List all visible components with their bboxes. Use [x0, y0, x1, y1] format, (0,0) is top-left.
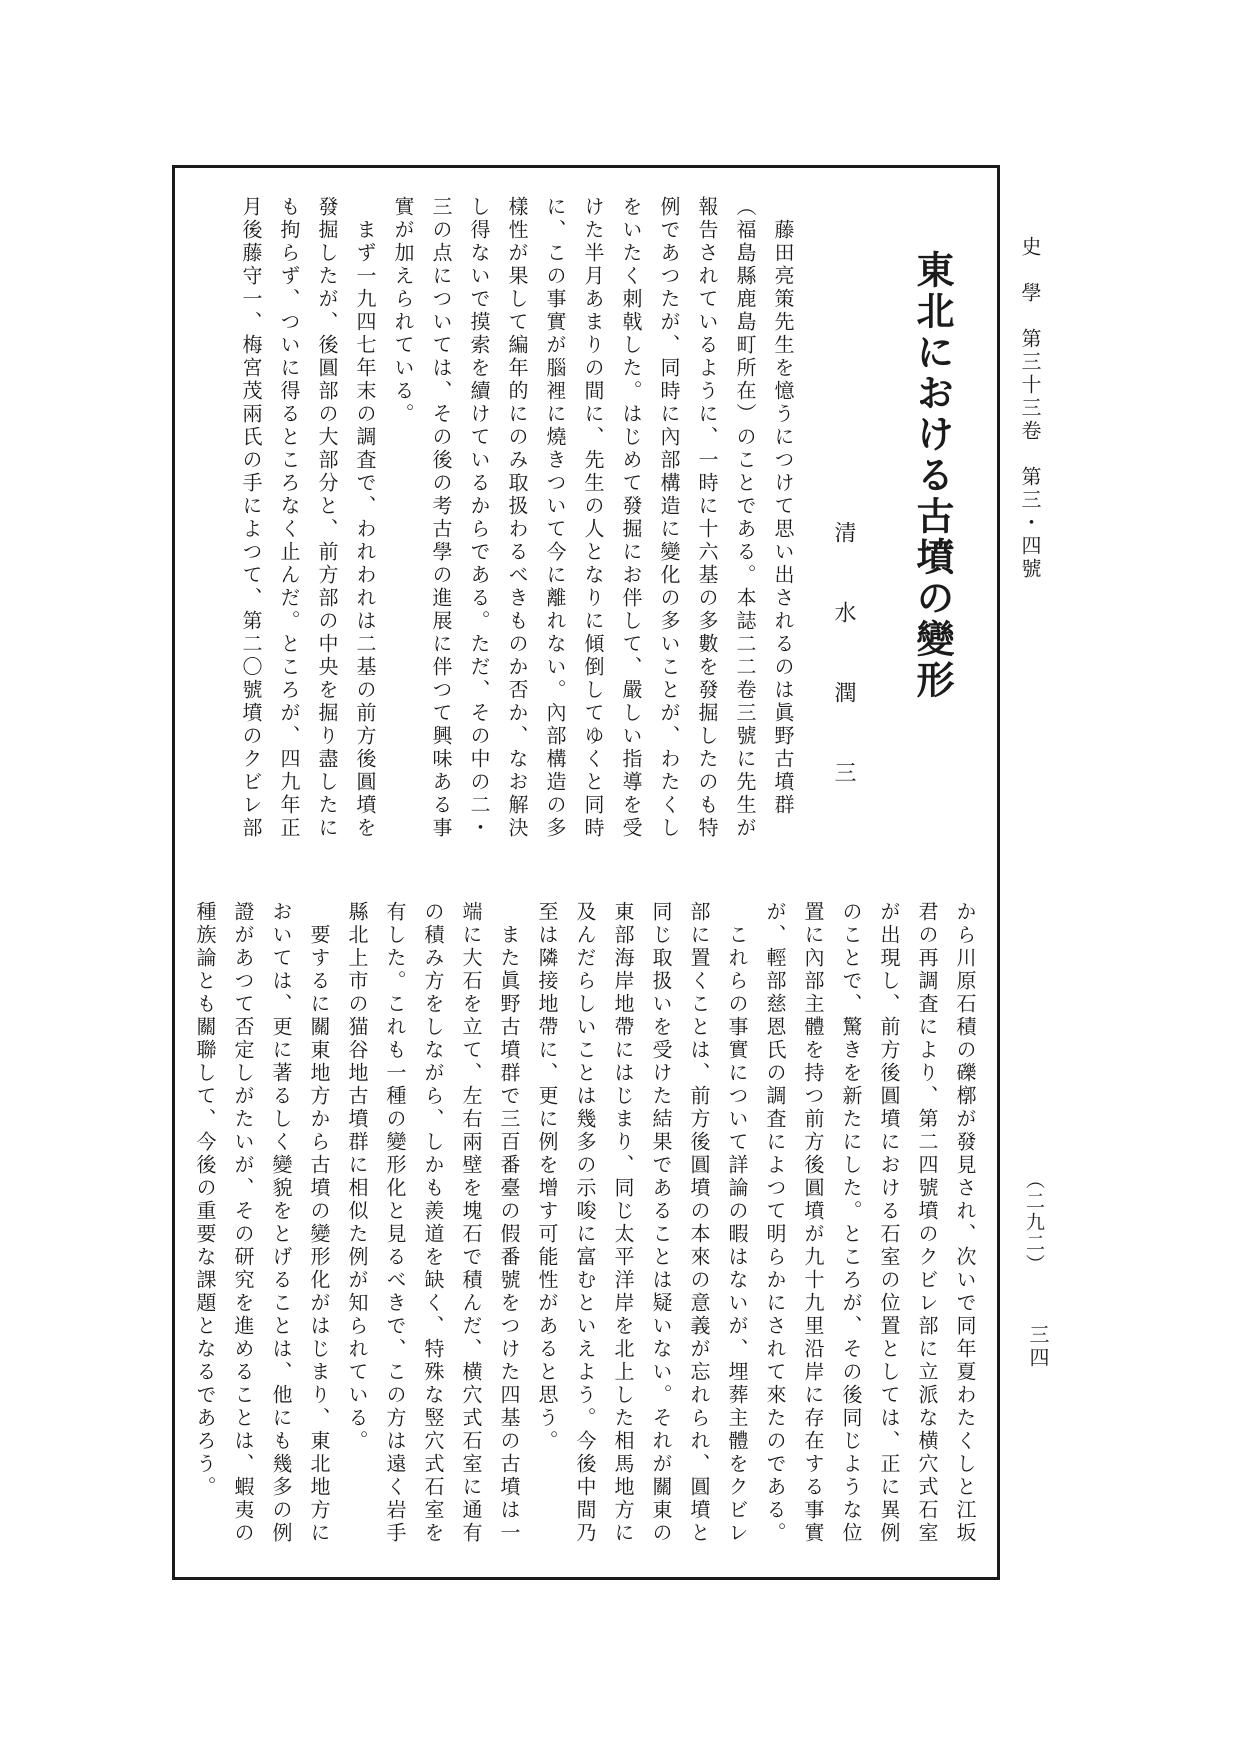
text-column: 縣北上市の猫谷地古墳群に相似た例が知られている。 — [345, 901, 367, 1453]
upper-text-band — [231, 196, 967, 844]
text-column: まず一九四七年末の調査で、われわれは二基の前方後圓墳を — [353, 196, 375, 840]
text-column: 樣性が果して編年的にのみ取扱わるべきものか否か、なお解決 — [505, 196, 527, 840]
text-column: けた半月あまりの間に、先生の人となりに傾倒してゆくと同時 — [581, 196, 603, 840]
text-column: のことで、驚きを新たにした。ところが、その後同じような位 — [839, 901, 861, 1545]
text-column: 東部海岸地帶にはじまり、同じ太平洋岸を北上した相馬地方に — [611, 901, 633, 1545]
text-column: 月後藤守一、梅宮茂兩氏の手によつて、第二〇號墳のクビレ部 — [239, 196, 261, 840]
text-column: し得ないで摸索を續けているからである。ただ、その中の二・ — [467, 196, 489, 840]
text-column: 種族論とも關聯して、今後の重要な課題となるであろう。 — [193, 901, 215, 1499]
text-column: 發掘したが、後圓部の大部分と、前方部の中央を掘り盡したに — [315, 196, 337, 840]
text-column: 有した。これも一種の變形化と見るべきで、この方は遠く岩手 — [383, 901, 405, 1545]
page-number-parenthesized: （二九二） — [1023, 1170, 1044, 1275]
page-frame — [172, 165, 1000, 1580]
text-column: が出現し、前方後圓墳における石室の位置としては、正に異例 — [877, 901, 899, 1545]
text-column: 三の点については、その後の考古學の進展に伴つて興味ある事 — [429, 196, 451, 840]
text-column: 部に置くことは、前方後圓墳の本來の意義が忘れられ、圓墳と — [687, 901, 709, 1545]
text-column: 置に內部主體を持つ前方後圓墳が九十九里沿岸に存在する事實 — [801, 901, 823, 1545]
text-column: をいたく刺戟した。はじめて發掘にお伴して、嚴しい指導を受 — [619, 196, 641, 840]
text-column: も拘らず、ついに得るところなく止んだ。ところが、四九年正 — [277, 196, 299, 840]
text-column: 藤田亮策先生を憶うにつけて思い出されるのは眞野古墳群 — [771, 196, 793, 817]
text-column: 君の再調査により、第二四號墳のクビレ部に立派な横穴式石室 — [915, 901, 937, 1545]
text-column: 報告されているように、一時に十六基の多數を發掘したのも特 — [695, 196, 717, 840]
text-column: 證があつて否定しがたいが、その研究を進めることは、蝦夷の — [231, 901, 253, 1545]
text-column: 及んだらしいことは幾多の示唆に富むといえよう。今後中間乃 — [573, 901, 595, 1545]
text-column: の積み方をしながら、しかも羨道を缺く、特殊な竪穴式石室を — [421, 901, 443, 1545]
text-column: が、輕部慈恩氏の調査によつて明らかにされて來たのである。 — [763, 901, 785, 1545]
text-column: おいては、更に著るしく變貌をとげることは、他にも幾多の例 — [269, 901, 291, 1545]
text-column: 端に大石を立て、左右兩壁を塊石で積んだ、横穴式石室に通有 — [459, 901, 481, 1545]
text-column: から川原石積の礫槨が發見され、次いで同年夏わたくしと江坂 — [953, 901, 975, 1545]
page-number: 三四 — [1026, 1324, 1048, 1370]
text-column: 例であつたが、同時に內部構造に變化の多いことが、わたくし — [657, 196, 679, 840]
article-author: 清水潤三 — [832, 521, 857, 841]
text-column: 至は隣接地帶に、更に例を增す可能性があると思う。 — [535, 901, 557, 1453]
text-column: また眞野古墳群で三百番臺の假番號をつけた四基の古墳は一 — [497, 901, 519, 1545]
text-column: これらの事實について詳論の暇はないが、埋葬主體をクビレ — [725, 901, 747, 1545]
text-column: に、この事實が腦裡に燒きついて今に離れない。內部構造の多 — [543, 196, 565, 840]
lower-text-band — [185, 901, 983, 1549]
journal-header: 史 學 第三十三卷 第三・四號 — [1018, 236, 1040, 581]
article-title: 東北における古墳の變形 — [910, 250, 952, 701]
text-column: 實が加えられている。 — [391, 196, 413, 426]
text-column: 同じ取扱いを受けた結果であることは疑いない。それが關東の — [649, 901, 671, 1545]
text-column: （福島縣鹿島町所在）のことである。本誌二二卷三號に先生が — [733, 196, 755, 840]
text-column: 要するに關東地方から古墳の變形化がはじまり、東北地方に — [307, 901, 329, 1545]
